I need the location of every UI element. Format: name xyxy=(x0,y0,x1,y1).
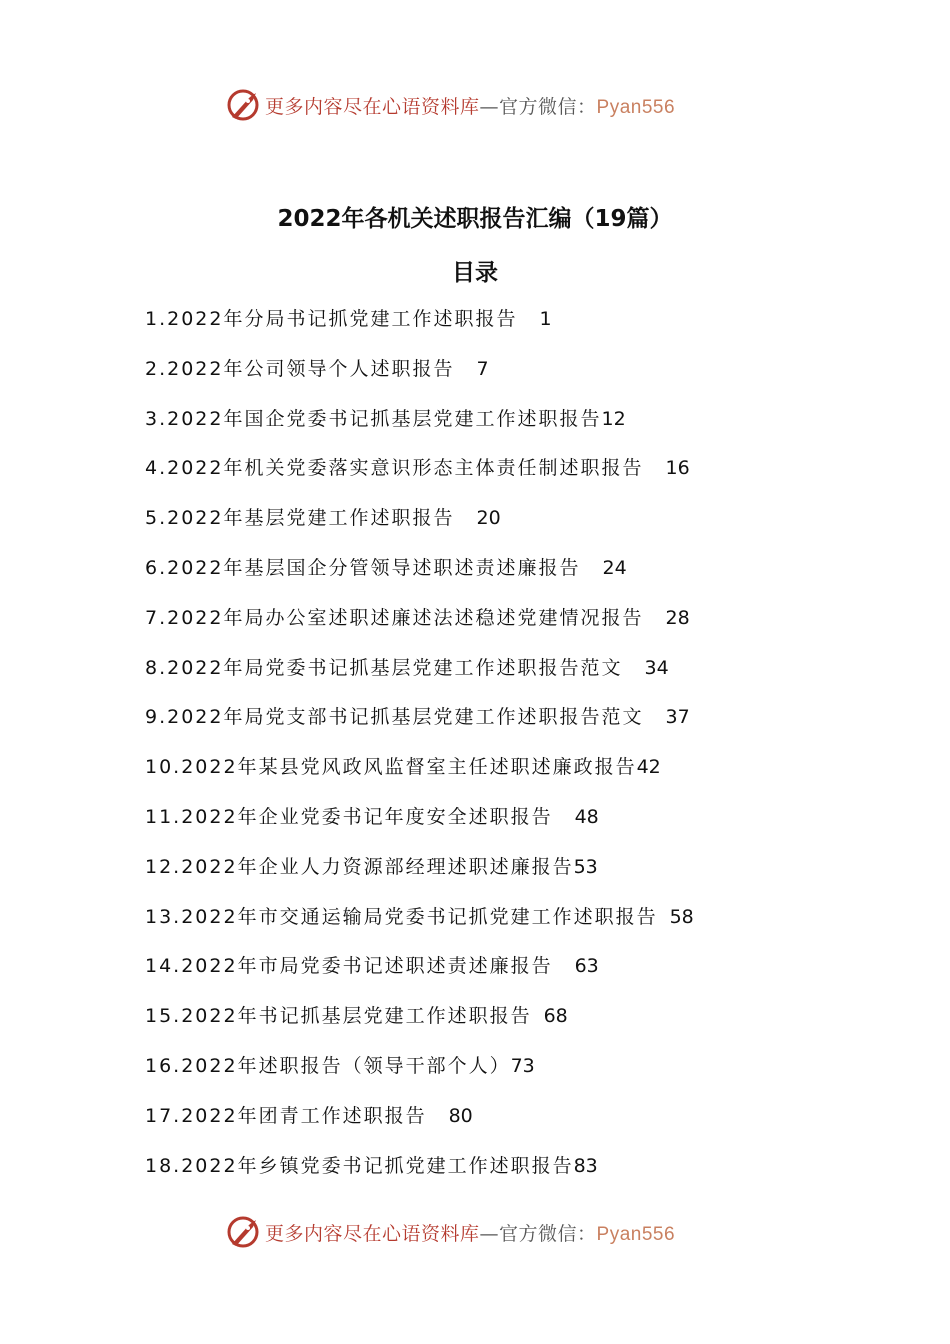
toc-entry-page: 73 xyxy=(510,1054,535,1077)
toc-entry-page: 68 xyxy=(543,1005,568,1028)
toc-entry-title: 9.2022年局党支部书记抓基层党建工作述职报告范文 xyxy=(145,706,644,729)
toc-entry-title: 4.2022年机关党委落实意识形态主体责任制述职报告 xyxy=(145,457,644,480)
toc-entry-title: 8.2022年局党委书记抓基层党建工作述职报告范文 xyxy=(145,656,623,679)
document-title: 2022年各机关述职报告汇编（19篇） xyxy=(277,206,673,232)
footer-watermark-banner xyxy=(0,1210,950,1254)
watermark-part2: —官方微信： xyxy=(479,1223,597,1245)
toc-entry-title: 12.2022年企业人力资源部经理述职述廉报告 xyxy=(145,855,574,878)
toc-entry-title: 11.2022年企业党委书记年度安全述职报告 xyxy=(145,805,553,828)
toc-entry[interactable] xyxy=(145,1099,694,1149)
toc-entry-title: 10.2022年某县党风政风监督室主任述职述廉政报告 xyxy=(145,756,637,779)
toc-entry[interactable] xyxy=(145,651,694,701)
toc-entry-title: 14.2022年市局党委书记述职述责述廉报告 xyxy=(145,955,553,978)
toc-entry-page: 48 xyxy=(574,805,599,828)
toc-entry[interactable] xyxy=(145,800,694,850)
toc-entry[interactable] xyxy=(145,1149,694,1199)
toc-entry-title: 6.2022年基层国企分管领导述职述责述廉报告 xyxy=(145,556,581,579)
toc-entry-title: 18.2022年乡镇党委书记抓党建工作述职报告 xyxy=(145,1154,574,1177)
toc-entry[interactable] xyxy=(145,700,694,750)
toc-entry-title: 1.2022年分局书记抓党建工作述职报告 xyxy=(145,308,518,330)
table-of-contents xyxy=(145,302,694,1198)
toc-entry[interactable] xyxy=(145,750,694,800)
toc-entry[interactable] xyxy=(145,352,694,402)
toc-entry-title: 5.2022年基层党建工作述职报告 xyxy=(145,507,455,530)
toc-entry-page: 16 xyxy=(665,457,690,480)
toc-entry-page: 12 xyxy=(601,407,626,430)
toc-entry-title: 3.2022年国企党委书记抓基层党建工作述职报告 xyxy=(145,407,602,430)
watermark-part3: Pyan556 xyxy=(596,97,676,118)
toc-entry-page: 63 xyxy=(574,955,599,978)
toc-entry[interactable] xyxy=(145,402,694,452)
toc-entry-title: 15.2022年书记抓基层党建工作述职报告 xyxy=(145,1005,532,1028)
watermark-part1: 更多内容尽在心语资料库 xyxy=(265,96,480,118)
watermark-text xyxy=(265,1219,675,1246)
toc-entry[interactable] xyxy=(145,551,694,601)
toc-entry-page: 53 xyxy=(573,855,598,878)
toc-entry[interactable] xyxy=(145,900,694,950)
toc-entry[interactable] xyxy=(145,601,694,651)
watermark-part1: 更多内容尽在心语资料库 xyxy=(265,1223,480,1245)
toc-entry-page: 20 xyxy=(476,507,501,530)
toc-heading: 目录 xyxy=(452,260,498,286)
watermark-part2: —官方微信： xyxy=(479,96,597,118)
toc-entry[interactable] xyxy=(145,1049,694,1099)
toc-entry[interactable] xyxy=(145,999,694,1049)
toc-entry-title: 17.2022年团青工作述职报告 xyxy=(145,1104,427,1127)
header-watermark-banner xyxy=(0,83,950,127)
toc-entry-page: 34 xyxy=(644,656,669,679)
pen-nib-circle-icon xyxy=(226,87,262,123)
toc-entry-page: 7 xyxy=(476,357,489,380)
toc-entry-page: 83 xyxy=(573,1154,598,1177)
toc-entry-page: 24 xyxy=(602,556,627,579)
toc-entry-page: 42 xyxy=(636,756,661,779)
toc-entry-page: 58 xyxy=(669,905,694,928)
watermark-part3: Pyan556 xyxy=(596,1224,676,1245)
toc-entry[interactable] xyxy=(145,949,694,999)
toc-entry[interactable] xyxy=(145,451,694,501)
toc-entry[interactable] xyxy=(145,850,694,900)
watermark-text xyxy=(265,92,675,119)
toc-entry-page: 37 xyxy=(665,706,690,729)
toc-entry-page: 1 xyxy=(539,308,552,330)
pen-nib-circle-icon xyxy=(226,1214,262,1250)
toc-entry-title: 2.2022年公司领导个人述职报告 xyxy=(145,357,455,380)
toc-entry-title: 16.2022年述职报告（领导干部个人） xyxy=(145,1054,511,1077)
toc-entry-title: 7.2022年局办公室述职述廉述法述稳述党建情况报告 xyxy=(145,606,644,629)
toc-entry-title: 13.2022年市交通运输局党委书记抓党建工作述职报告 xyxy=(145,905,658,928)
toc-entry[interactable] xyxy=(145,302,694,352)
toc-entry-page: 28 xyxy=(665,606,690,629)
toc-entry-page: 80 xyxy=(448,1104,473,1127)
toc-entry[interactable] xyxy=(145,501,694,551)
